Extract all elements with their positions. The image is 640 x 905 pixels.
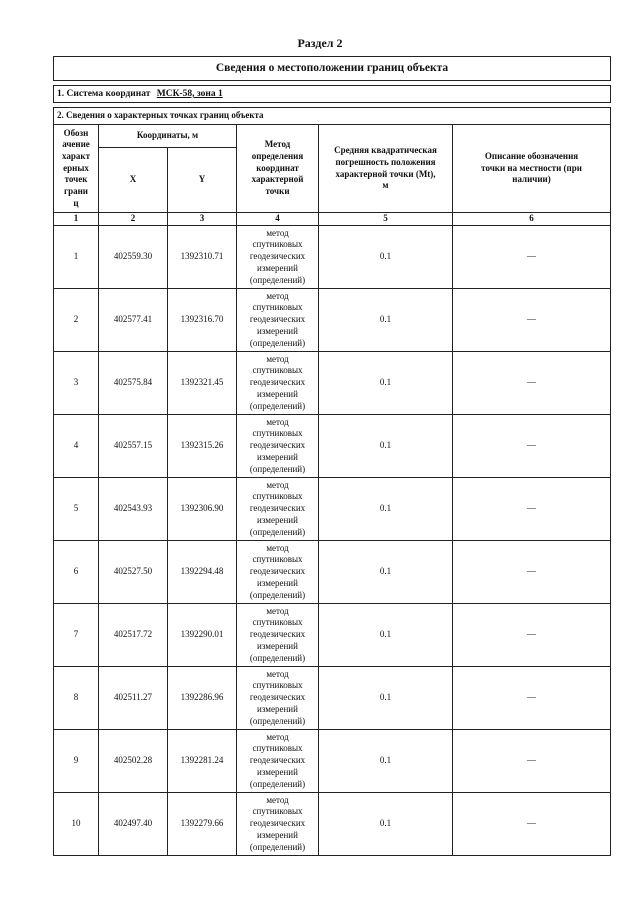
description-cell: — bbox=[453, 289, 611, 352]
point-number-cell: 1 bbox=[54, 226, 99, 289]
y-coordinate-cell: 1392315.26 bbox=[168, 415, 237, 478]
error-cell: 0.1 bbox=[319, 226, 453, 289]
coordinate-system-label: 1. Система координат bbox=[57, 88, 151, 99]
method-cell: метод спутниковых геодезических измерений (определений) bbox=[237, 541, 319, 604]
method-cell: метод спутниковых геодезических измерений (определений) bbox=[237, 667, 319, 730]
description-cell: — bbox=[453, 730, 611, 793]
point-number-cell: 2 bbox=[54, 289, 99, 352]
table-row bbox=[54, 415, 611, 478]
point-number-cell: 10 bbox=[54, 793, 99, 856]
table-row bbox=[54, 541, 611, 604]
description-cell: — bbox=[453, 352, 611, 415]
x-coordinate-cell: 402497.40 bbox=[99, 793, 168, 856]
table-row bbox=[54, 604, 611, 667]
method-cell: метод спутниковых геодезических измерений (определений) bbox=[237, 352, 319, 415]
points-subtitle: 2. Сведения о характерных точках границ объекта bbox=[54, 108, 611, 125]
method-cell: метод спутниковых геодезических измерений (определений) bbox=[237, 415, 319, 478]
point-number-cell: 4 bbox=[54, 415, 99, 478]
error-cell: 0.1 bbox=[319, 352, 453, 415]
error-cell: 0.1 bbox=[319, 415, 453, 478]
y-coordinate-cell: 1392321.45 bbox=[168, 352, 237, 415]
error-cell: 0.1 bbox=[319, 730, 453, 793]
y-coordinate-cell: 1392286.96 bbox=[168, 667, 237, 730]
y-coordinate-cell: 1392290.01 bbox=[168, 604, 237, 667]
description-cell: — bbox=[453, 667, 611, 730]
method-cell: метод спутниковых геодезических измерений (определений) bbox=[237, 226, 319, 289]
header-coordinates: Координаты, м bbox=[99, 125, 237, 148]
boundary-points-table bbox=[53, 56, 611, 856]
description-cell: — bbox=[453, 226, 611, 289]
description-cell: — bbox=[453, 604, 611, 667]
x-coordinate-cell: 402517.72 bbox=[99, 604, 168, 667]
table-row bbox=[54, 478, 611, 541]
x-coordinate-cell: 402543.93 bbox=[99, 478, 168, 541]
error-cell: 0.1 bbox=[319, 541, 453, 604]
table-row bbox=[54, 793, 611, 856]
description-cell: — bbox=[453, 541, 611, 604]
header-y: Y bbox=[168, 148, 237, 213]
description-cell: — bbox=[453, 793, 611, 856]
method-cell: метод спутниковых геодезических измерений (определений) bbox=[237, 604, 319, 667]
error-cell: 0.1 bbox=[319, 478, 453, 541]
description-cell: — bbox=[453, 478, 611, 541]
error-cell: 0.1 bbox=[319, 667, 453, 730]
x-coordinate-cell: 402559.30 bbox=[99, 226, 168, 289]
column-number: 6 bbox=[453, 213, 611, 226]
section-title: Раздел 2 bbox=[297, 36, 343, 50]
method-cell: метод спутниковых геодезических измерений (определений) bbox=[237, 478, 319, 541]
y-coordinate-cell: 1392316.70 bbox=[168, 289, 237, 352]
table-row bbox=[54, 667, 611, 730]
point-number-cell: 5 bbox=[54, 478, 99, 541]
header-error: Средняя квадратическая погрешность положения характерной точки (Mt), м bbox=[319, 125, 453, 213]
point-number-cell: 8 bbox=[54, 667, 99, 730]
column-number: 2 bbox=[99, 213, 168, 226]
header-x: X bbox=[99, 148, 168, 213]
column-number: 1 bbox=[54, 213, 99, 226]
x-coordinate-cell: 402577.41 bbox=[99, 289, 168, 352]
column-number: 5 bbox=[319, 213, 453, 226]
table-row bbox=[54, 730, 611, 793]
coordinate-system-row bbox=[54, 86, 611, 103]
x-coordinate-cell: 402575.84 bbox=[99, 352, 168, 415]
x-coordinate-cell: 402502.28 bbox=[99, 730, 168, 793]
y-coordinate-cell: 1392279.66 bbox=[168, 793, 237, 856]
column-number: 3 bbox=[168, 213, 237, 226]
table-row bbox=[54, 226, 611, 289]
method-cell: метод спутниковых геодезических измерений (определений) bbox=[237, 289, 319, 352]
coordinate-system-value: МСК-58, зона 1 bbox=[156, 88, 223, 99]
point-number-cell: 6 bbox=[54, 541, 99, 604]
method-cell: метод спутниковых геодезических измерений (определений) bbox=[237, 730, 319, 793]
error-cell: 0.1 bbox=[319, 604, 453, 667]
method-cell: метод спутниковых геодезических измерений (определений) bbox=[237, 793, 319, 856]
table-row bbox=[54, 352, 611, 415]
header-method: Метод определения координат характерной точки bbox=[237, 125, 319, 213]
y-coordinate-cell: 1392294.48 bbox=[168, 541, 237, 604]
description-cell: — bbox=[453, 415, 611, 478]
header-designation: Обозн ачение характ ерных точек грани ц bbox=[54, 125, 99, 213]
y-coordinate-cell: 1392306.90 bbox=[168, 478, 237, 541]
header-description: Описание обозначения точки на местности (при наличии) bbox=[453, 125, 611, 213]
table-title: Сведения о местоположении границ объекта bbox=[54, 57, 611, 81]
x-coordinate-cell: 402557.15 bbox=[99, 415, 168, 478]
error-cell: 0.1 bbox=[319, 289, 453, 352]
point-number-cell: 7 bbox=[54, 604, 99, 667]
column-number: 4 bbox=[237, 213, 319, 226]
point-number-cell: 3 bbox=[54, 352, 99, 415]
y-coordinate-cell: 1392310.71 bbox=[168, 226, 237, 289]
error-cell: 0.1 bbox=[319, 793, 453, 856]
x-coordinate-cell: 402511.27 bbox=[99, 667, 168, 730]
table-row bbox=[54, 289, 611, 352]
x-coordinate-cell: 402527.50 bbox=[99, 541, 168, 604]
y-coordinate-cell: 1392281.24 bbox=[168, 730, 237, 793]
point-number-cell: 9 bbox=[54, 730, 99, 793]
